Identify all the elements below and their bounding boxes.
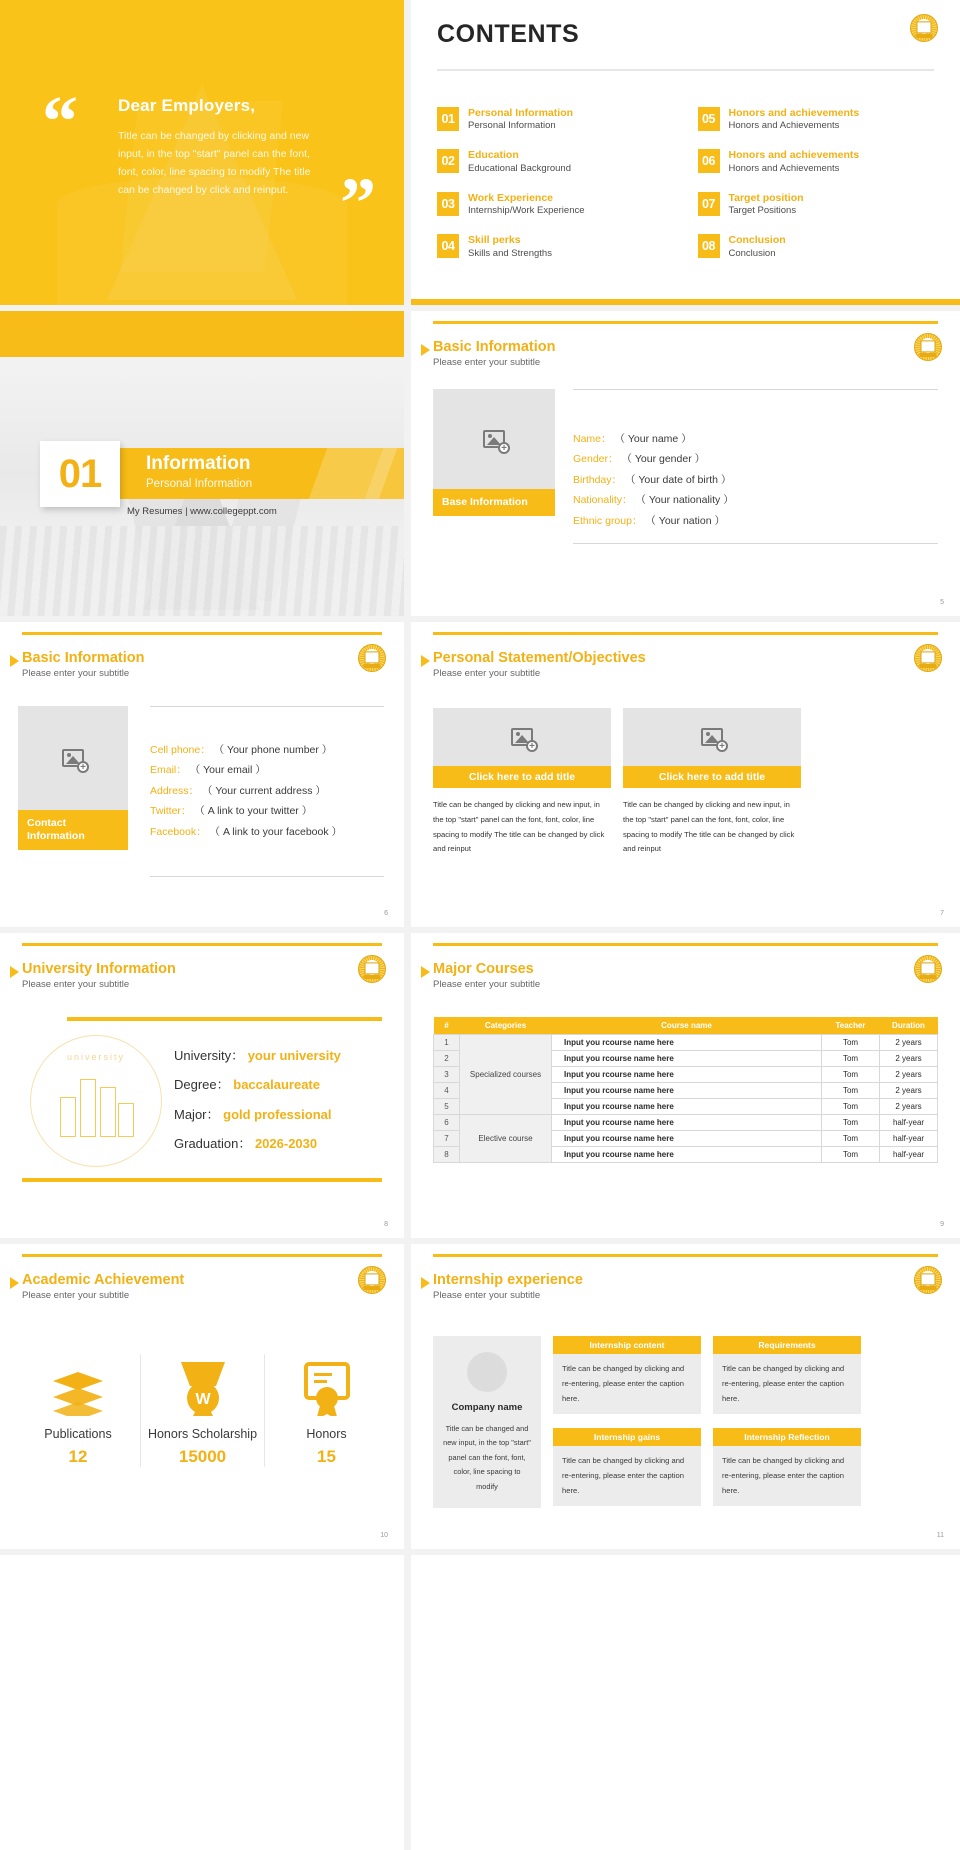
page-number: 7 — [940, 910, 944, 917]
card-paragraph: Title can be changed by clicking and new input, in the top "start" panel can the font, font, color, line spacing to modify The title can be changed by click and reinput — [433, 800, 605, 854]
section-title: Information — [146, 453, 251, 474]
toc-main-label: Skill perks — [468, 234, 521, 247]
achievement-stat — [140, 1354, 264, 1467]
university-detail-row — [174, 1041, 341, 1070]
cell-duration: 2 years — [880, 1035, 938, 1051]
info-value: （ A link to your facebook ） — [209, 825, 343, 838]
university-seal-icon — [914, 333, 942, 361]
accent-top-rule — [22, 1254, 382, 1257]
toc-sub-label: Personal Information — [468, 120, 556, 132]
info-label: Email： — [150, 764, 187, 777]
accent-bottom-bar — [411, 299, 960, 305]
page-subtitle: Please enter your subtitle — [433, 668, 541, 679]
detail-label: Degree： — [174, 1077, 230, 1093]
toc-item-01[interactable] — [437, 107, 674, 132]
slide-internship-experience[interactable] — [411, 1244, 960, 1549]
slide-heading — [22, 961, 176, 990]
toc-main-label: Work Experience — [468, 191, 554, 204]
page-number: 6 — [384, 910, 388, 917]
cell-index: 6 — [434, 1115, 460, 1131]
toc-item-03[interactable] — [437, 192, 674, 217]
university-detail-row — [174, 1129, 341, 1158]
cell-teacher: Tom — [822, 1099, 880, 1115]
company-description: Title can be changed and new input, in the top "start" panel can the font, font, color, line spacing to modify — [443, 1424, 531, 1491]
contact-info-list — [150, 740, 342, 842]
slide-personal-statement[interactable] — [411, 622, 960, 927]
toc-main-label: Education — [468, 149, 519, 162]
slide-university-information[interactable] — [0, 933, 404, 1238]
info-row — [573, 490, 734, 510]
info-value: （ Your current address ） — [201, 784, 326, 797]
toc-main-label: Target position — [728, 191, 804, 204]
toc-item-05[interactable] — [698, 107, 935, 132]
university-seal-icon — [358, 955, 386, 983]
medal-icon — [147, 1354, 258, 1416]
certificate-icon — [271, 1354, 382, 1416]
add-image-icon: + — [716, 740, 728, 752]
books-icon — [22, 1354, 134, 1416]
slide-contact-information[interactable] — [0, 622, 404, 927]
cell-teacher: Tom — [822, 1035, 880, 1051]
card-body: Title can be changed by clicking and re-entering, please enter the caption here. — [713, 1446, 861, 1506]
table-column-header: Duration — [880, 1017, 938, 1035]
cell-index: 3 — [434, 1067, 460, 1083]
company-name: Company name — [451, 1402, 523, 1413]
image-icon — [479, 1366, 495, 1379]
university-seal-icon — [358, 1266, 386, 1294]
detail-label: Major： — [174, 1106, 220, 1122]
page-title: Internship experience — [433, 1272, 583, 1288]
toc-text — [468, 192, 585, 217]
university-seal-icon — [914, 1266, 942, 1294]
toc-sub-label: Honors and Achievements — [728, 162, 840, 174]
info-label: Facebook： — [150, 825, 207, 838]
slide-cover[interactable] — [0, 0, 404, 305]
svg-text:W: W — [194, 1391, 211, 1408]
detail-value: gold professional — [223, 1106, 332, 1122]
cell-category: Specialized courses — [460, 1035, 552, 1115]
toc-sub-label: Educational Background — [468, 162, 571, 174]
internship-card[interactable] — [553, 1336, 701, 1414]
stat-value: 15 — [317, 1447, 336, 1466]
table-column-header: Teacher — [822, 1017, 880, 1035]
accent-top-rule — [433, 632, 938, 635]
courses-table[interactable] — [433, 1017, 938, 1163]
card-paragraph: Title can be changed by clicking and new input, in the top "start" panel can the font, font, color, line spacing to modify The title can be changed by click and reinput — [623, 800, 795, 854]
info-label: Nationality： — [573, 494, 633, 507]
slide-heading — [433, 650, 646, 679]
slide-next-left-partial — [0, 1555, 404, 1850]
info-value: （ Your nation ） — [645, 514, 725, 527]
slide-heading — [22, 650, 144, 679]
university-seal-icon — [914, 644, 942, 672]
page-title: Major Courses — [433, 961, 534, 977]
triangle-bullet-icon — [421, 1277, 430, 1289]
cell-index: 1 — [434, 1035, 460, 1051]
page-title: Basic Information — [433, 339, 556, 355]
info-label: Name： — [573, 433, 612, 445]
card-header: Internship content — [553, 1336, 701, 1354]
slide-contents[interactable] — [411, 0, 960, 305]
cover-body — [118, 96, 316, 199]
medal-icon — [177, 1362, 229, 1416]
table-body — [434, 1035, 938, 1163]
cell-duration: half-year — [880, 1147, 938, 1163]
page-title: University Information — [22, 961, 176, 977]
page-subtitle: Please enter your subtitle — [22, 668, 130, 679]
cell-teacher: Tom — [822, 1131, 880, 1147]
info-row — [573, 429, 734, 449]
photo-tag: Base Information — [433, 489, 555, 516]
section-number: 01 — [58, 451, 102, 496]
university-detail-row — [174, 1070, 341, 1099]
accent-top-rule — [433, 943, 938, 946]
cell-duration: 2 years — [880, 1083, 938, 1099]
toc-number: 04 — [437, 234, 459, 258]
page-number: 8 — [384, 1221, 388, 1228]
info-label: Gender： — [573, 453, 619, 466]
internship-card[interactable] — [713, 1336, 861, 1414]
card-header: Internship Reflection — [713, 1428, 861, 1446]
detail-label: University： — [174, 1048, 245, 1063]
cell-course-name: Input you rcourse name here — [552, 1067, 822, 1083]
cell-duration: 2 years — [880, 1099, 938, 1115]
page-subtitle: Please enter your subtitle — [433, 1290, 541, 1301]
info-value: （ Your date of birth ） — [624, 473, 732, 486]
card-body: Title can be changed by clicking and re-entering, please enter the caption here. — [553, 1354, 701, 1414]
seal-arc-text: university — [66, 1052, 126, 1062]
photo-placeholder[interactable] — [623, 708, 801, 766]
toc-number: 08 — [698, 234, 720, 258]
info-row — [573, 449, 734, 469]
slide-basic-information[interactable] — [411, 311, 960, 616]
toc-item-04[interactable] — [437, 234, 674, 259]
cell-course-name: Input you rcourse name here — [552, 1051, 822, 1067]
section-subtitle: Personal Information — [146, 478, 253, 490]
photo-placeholder[interactable] — [433, 389, 555, 489]
toc-number: 05 — [698, 107, 720, 131]
info-value: （ Your phone number ） — [213, 744, 333, 756]
cell-course-name: Input you rcourse name here — [552, 1083, 822, 1099]
statement-card[interactable] — [623, 708, 801, 857]
building-shape — [56, 1071, 136, 1137]
info-row — [150, 760, 342, 780]
toc-text — [468, 149, 571, 174]
quote-close-icon: ” — [340, 163, 376, 243]
cell-index: 4 — [434, 1083, 460, 1099]
triangle-bullet-icon — [421, 344, 430, 356]
card-top-accent — [67, 1017, 382, 1021]
info-row — [573, 470, 734, 490]
page-title: Basic Information — [22, 650, 145, 666]
card-bottom-accent — [22, 1178, 382, 1182]
toc-sub-label: Target Positions — [728, 205, 797, 217]
cell-index: 5 — [434, 1099, 460, 1115]
card-header: Requirements — [713, 1336, 861, 1354]
company-logo-placeholder[interactable] — [467, 1352, 507, 1392]
cell-teacher: Tom — [822, 1051, 880, 1067]
detail-value: your university — [247, 1048, 341, 1063]
info-row — [150, 822, 342, 842]
toc-text — [729, 192, 804, 217]
photo-placeholder[interactable] — [433, 708, 611, 766]
detail-value: 2026-2030 — [254, 1135, 318, 1151]
slide-major-courses[interactable] — [411, 933, 960, 1238]
section-number-box — [40, 441, 120, 507]
internship-card[interactable] — [713, 1428, 861, 1506]
internship-card[interactable] — [553, 1428, 701, 1506]
table-row[interactable] — [434, 1035, 938, 1051]
cell-teacher: Tom — [822, 1083, 880, 1099]
university-detail-row — [174, 1100, 341, 1129]
toc-main-label: Conclusion — [728, 234, 786, 247]
triangle-bullet-icon — [421, 966, 430, 978]
stat-label: Honors — [306, 1427, 347, 1441]
table-column-header: Categories — [460, 1017, 552, 1035]
toc-item-07[interactable] — [698, 192, 935, 217]
toc-sub-label: Skills and Strengths — [468, 247, 552, 259]
info-row — [573, 511, 734, 531]
accent-top-rule — [22, 943, 382, 946]
company-panel[interactable] — [433, 1336, 541, 1508]
add-image-icon: + — [498, 442, 510, 454]
toc-main-label: Honors and achievements — [728, 149, 860, 162]
add-image-icon: + — [77, 761, 89, 773]
slide-academic-achievement[interactable] — [0, 1244, 404, 1549]
cell-category: Elective course — [460, 1115, 552, 1163]
slide-section-divider[interactable] — [0, 311, 404, 616]
photo-placeholder[interactable] — [18, 706, 128, 810]
stat-value: 15000 — [178, 1447, 227, 1466]
books-icon — [51, 1370, 105, 1416]
accent-top-rule — [433, 1254, 938, 1257]
card-body: Title can be changed by clicking and re-entering, please enter the caption here. — [713, 1354, 861, 1414]
accent-top-bar — [0, 311, 404, 357]
slide-next-right-partial — [411, 1555, 960, 1850]
info-label: Cell phone： — [150, 744, 211, 756]
bottom-rule — [150, 876, 384, 877]
university-card — [22, 1017, 382, 1182]
statement-card[interactable] — [433, 708, 611, 857]
info-row — [150, 801, 342, 821]
cell-course-name: Input you rcourse name here — [552, 1131, 822, 1147]
toc-item-02[interactable] — [437, 149, 674, 174]
university-seal-icon — [358, 644, 386, 672]
cell-duration: half-year — [880, 1131, 938, 1147]
top-rule — [573, 389, 938, 390]
table-column-header: Course name — [552, 1017, 822, 1035]
info-label: Birthday： — [573, 473, 623, 486]
stat-value: 12 — [68, 1447, 88, 1466]
cell-course-name: Input you rcourse name here — [552, 1035, 822, 1051]
achievement-stat — [16, 1354, 140, 1467]
info-value: （ Your nationality ） — [635, 494, 734, 507]
quote-open-icon: “ — [42, 81, 78, 161]
page-number: 10 — [380, 1532, 388, 1539]
info-value: （ A link to your twitter ） — [194, 805, 313, 818]
slide-heading — [433, 1272, 583, 1301]
detail-label: Graduation： — [174, 1135, 252, 1151]
cell-course-name: Input you rcourse name here — [552, 1115, 822, 1131]
triangle-bullet-icon — [10, 655, 19, 667]
stat-label: Publications — [44, 1427, 112, 1441]
toc-number: 01 — [437, 107, 459, 131]
cell-index: 7 — [434, 1131, 460, 1147]
photo-tag: Contact Information — [18, 810, 128, 850]
certificate-icon — [304, 1362, 350, 1416]
table-row[interactable] — [434, 1115, 938, 1131]
divider-text-block — [146, 453, 252, 490]
toc-number: 02 — [437, 149, 459, 173]
slide-heading — [433, 961, 540, 990]
accent-top-rule — [433, 321, 938, 324]
page-title: Personal Statement/Objectives — [433, 650, 646, 666]
toc-number: 07 — [698, 192, 720, 216]
basic-info-list — [573, 429, 734, 531]
page-number: 5 — [940, 599, 944, 606]
cell-duration: half-year — [880, 1115, 938, 1131]
info-label: Twitter： — [150, 805, 192, 818]
card-header: Internship gains — [553, 1428, 701, 1446]
table-column-header: # — [434, 1017, 460, 1035]
triangle-bullet-icon — [421, 655, 430, 667]
toc-number: 06 — [698, 149, 720, 173]
slide-heading — [22, 1272, 184, 1301]
card-caption-button[interactable]: Click here to add title — [623, 766, 801, 788]
table-header-row — [434, 1017, 938, 1035]
toc-item-06[interactable] — [698, 149, 935, 174]
info-row — [150, 781, 342, 801]
toc-sub-label: Conclusion — [728, 247, 776, 259]
divider-rule — [437, 69, 934, 71]
bottom-rule — [573, 543, 938, 544]
accent-top-rule — [22, 632, 382, 635]
cell-teacher: Tom — [822, 1115, 880, 1131]
page-number: 11 — [936, 1532, 944, 1539]
toc-number: 03 — [437, 192, 459, 216]
info-row — [150, 740, 342, 760]
toc-text — [468, 234, 552, 259]
toc-text — [729, 107, 860, 132]
toc-main-label: Honors and achievements — [728, 107, 860, 119]
university-seal-icon — [914, 955, 942, 983]
toc-text — [729, 149, 860, 174]
info-value: （ Your email ） — [189, 764, 266, 777]
page-subtitle: Please enter your subtitle — [22, 1290, 130, 1301]
cell-duration: 2 years — [880, 1051, 938, 1067]
page-subtitle: Please enter your subtitle — [433, 357, 541, 368]
add-image-icon: + — [526, 740, 538, 752]
university-seal-icon — [910, 14, 938, 42]
cell-course-name: Input you rcourse name here — [552, 1147, 822, 1163]
info-label: Ethnic group： — [573, 514, 643, 527]
university-detail-list — [174, 1041, 341, 1158]
table-of-contents[interactable] — [437, 107, 934, 260]
cover-paragraph: Title can be changed by clicking and new input, in the top "start" panel can the font, font, color, line spacing to modify The title can be changed by click and reinput. — [118, 130, 311, 197]
card-body: Title can be changed by clicking and re-entering, please enter the caption here. — [553, 1446, 701, 1506]
page-title: Academic Achievement — [22, 1272, 185, 1288]
toc-item-08[interactable] — [698, 234, 935, 259]
page-number: 9 — [940, 1221, 944, 1228]
divider-footer: My Resumes | www.collegeppt.com — [127, 506, 277, 517]
info-value: （ Your gender ） — [621, 453, 706, 466]
toc-text — [729, 234, 786, 259]
triangle-bullet-icon — [10, 966, 19, 978]
toc-sub-label: Internship/Work Experience — [468, 205, 585, 217]
contents-header — [411, 0, 960, 260]
cell-duration: 2 years — [880, 1067, 938, 1083]
page-subtitle: Please enter your subtitle — [22, 979, 130, 990]
cover-title: Dear Employers, — [118, 96, 256, 115]
cell-index: 8 — [434, 1147, 460, 1163]
stat-label: Honors Scholarship — [147, 1427, 258, 1441]
slide-heading — [433, 339, 555, 368]
toc-sub-label: Honors and Achievements — [728, 120, 840, 132]
university-building-icon — [30, 1035, 162, 1167]
cell-teacher: Tom — [822, 1067, 880, 1083]
top-rule — [150, 706, 384, 707]
toc-main-label: Personal Information — [468, 107, 574, 119]
photo-crowd — [0, 526, 404, 616]
card-caption-button[interactable]: Click here to add title — [433, 766, 611, 788]
cell-teacher: Tom — [822, 1147, 880, 1163]
cell-index: 2 — [434, 1051, 460, 1067]
triangle-bullet-icon — [10, 1277, 19, 1289]
info-value: （ Your name ） — [614, 433, 692, 445]
cell-course-name: Input you rcourse name here — [552, 1099, 822, 1115]
page-subtitle: Please enter your subtitle — [433, 979, 541, 990]
achievement-stat — [264, 1354, 388, 1467]
info-label: Address： — [150, 784, 200, 797]
page-title: CONTENTS — [437, 20, 580, 48]
detail-value: baccalaureate — [233, 1077, 320, 1093]
achievement-stats-group — [16, 1354, 388, 1467]
toc-text — [468, 107, 573, 132]
